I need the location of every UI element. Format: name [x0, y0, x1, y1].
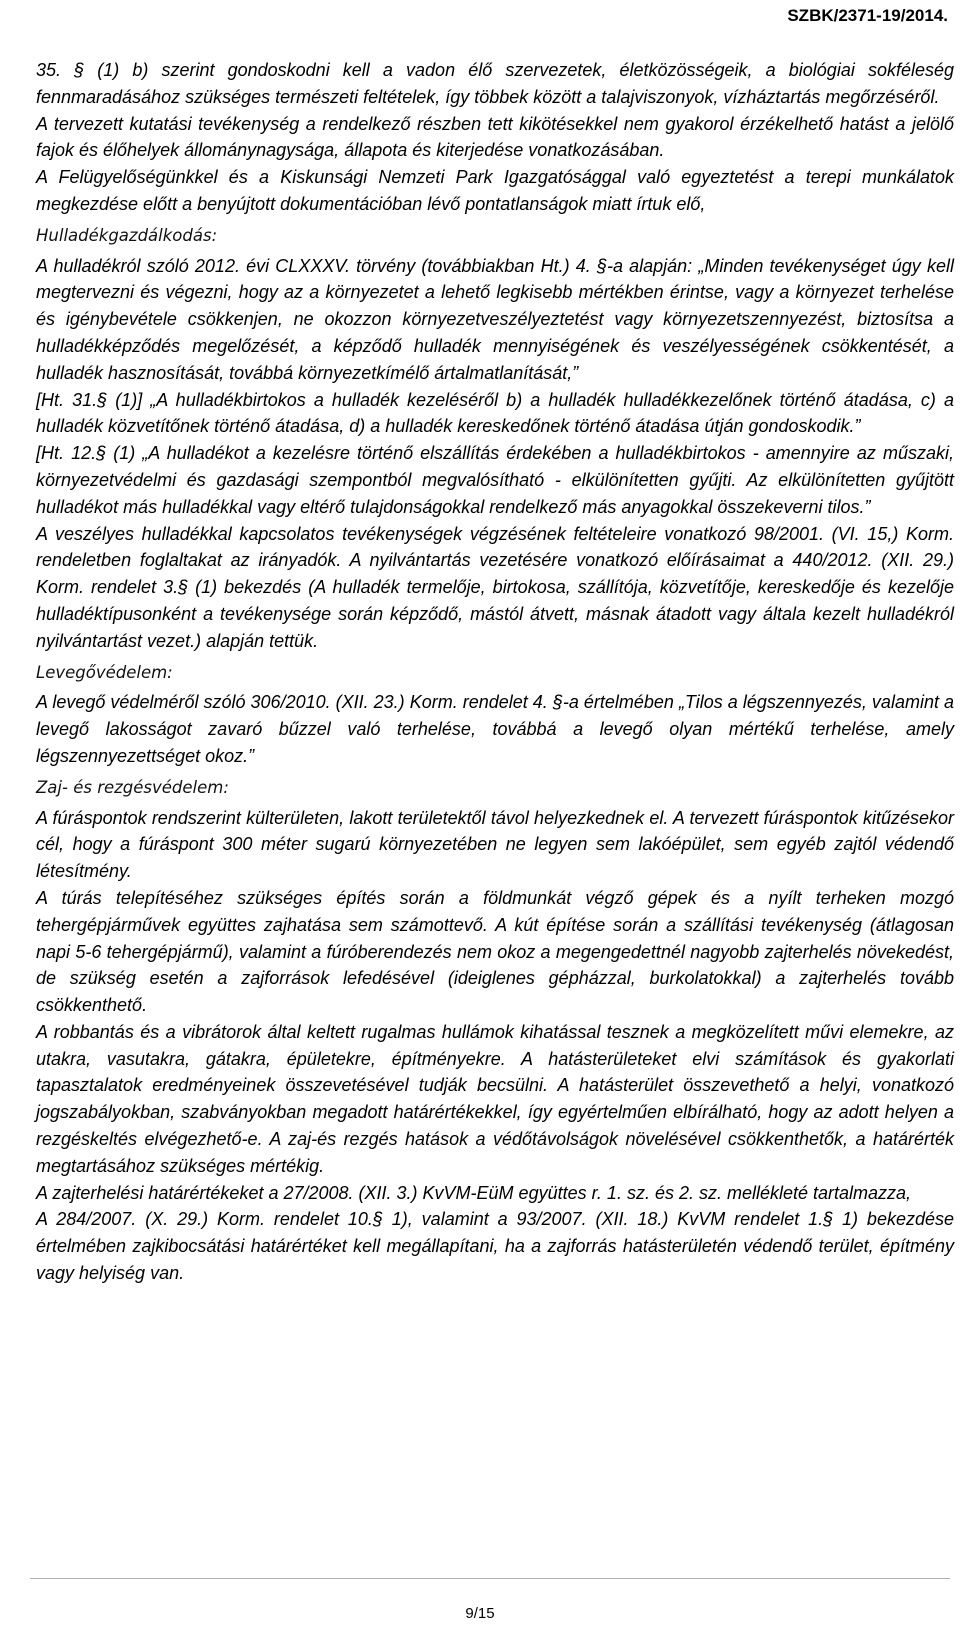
- paragraph-hazardous-waste: A veszélyes hulladékkal kapcsolatos tevékenységek végzésének feltételeire vonatkozó 98/2001. (VI. 15,) Korm. rendeletben foglaltakat az irányadók. A nyilvántartás vezetésére vonatkozó előírásaimat a 440/2012. (XII. 29.) Korm. rendelet 3.§ (1) bekezdés (A hulladék termelője, birtokosa, szállítója, közvetítője, kereskedője és kezelője hulladéktípusonként a tevékenysége során képződő, mástól átvett, másnak átadott vagy általa kezelt hulladékról nyilvántartást vezet.) alapján tettük.: [36, 523, 954, 651]
- heading-waste-management: Hulladékgazdálkodás:: [36, 225, 218, 245]
- paragraph-research-impact: A tervezett kutatási tevékenység a rendelkező részben tett kikötésekkel nem gyakorol érzékelhető hatást a jelölő fajok és élőhelyek állománynagysága, állapota és kiterjedése vonatkozásában.: [36, 113, 954, 161]
- heading-air-protection: Levegővédelem:: [36, 662, 173, 682]
- paragraph-ht-31: [Ht. 31.§ (1)] „A hulladékbirtokos a hulladék kezeléséről b) a hulladék hulladékkezelőnek történő átadása, c) a hulladék közvetítőnek történő átadása, d) a hulladék kereskedőnek történő átadása útján gondoskodik.”: [36, 389, 954, 437]
- paragraph-air-regulation: A levegő védelméről szóló 306/2010. (XII. 23.) Korm. rendelet 4. §-a értelmében „Tilos a légszennyezés, valamint a levegő lakosságot zavaró bűzzel való terhelése, továbbá a levegő olyan mértékű terhelése, amely légszennyezettséget okoz.”: [36, 692, 954, 766]
- paragraph-35-section: 35. § (1) b) szerint gondoskodni kell a vadon élő szervezetek, életközösségeik, a biológiai sokféleség fennmaradásához szükséges természeti feltételek, így többek között a talajviszonyok, vízháztartás megőrzéséről.: [36, 60, 954, 107]
- heading-noise-vibration: Zaj- és rezgésvédelem:: [36, 777, 229, 797]
- page-number: 9/15: [465, 1605, 495, 1622]
- paragraph-drilling-points: A fúráspontok rendszerint külterületen, lakott területektől távol helyezkednek el. A tervezett fúráspontok kitűzésekor cél, hogy a fúráspont 300 méter sugarú környezetében ne legyen sem lakóépület, sem egyéb zajtól védendő létesítmény.: [36, 807, 954, 882]
- paragraph-emission-limits: A 284/2007. (X. 29.) Korm. rendelet 10.§ 1), valamint a 93/2007. (XII. 18.) KvVM rendelet 1.§ 1) bekezdése értelmében zajkibocsátási határértéket kell megállapítani, ha a zajforrás hatásterületén védendő terület, építmény vagy helyiség van.: [36, 1209, 954, 1284]
- paragraph-blasting-vibration: A robbantás és a vibrátorok által keltett rugalmas hullámok kihatással tesznek a megközelített művi elemekre, az utakra, vasutakra, gátakra, épületekre, építményekre. A hatásterületeket elvi számítások és gyakorlati tapasztalatok eredményeinek összevetésével tudják becsülni. A hatásterület összevethető a helyi, vonatkozó jogszabályokban, szabványokban megadott határértékekkel, így egyértelműen elbírálható, hogy az adott helyen a rezgéskeltés elvégezhető-e. A zaj-és rezgés hatások a védőtávolságok növelésével csökkenthetők, a határérték megtartásához szükséges mértékig.: [36, 1021, 954, 1176]
- paragraph-coordination: A Felügyelőségünkkel és a Kiskunsági Nemzeti Park Igazgatósággal való egyeztetést a terepi munkálatok megkezdése előtt a benyújtott dokumentációban lévő pontatlanságok miatt írtuk elő,: [36, 167, 954, 214]
- paragraph-construction-noise: A túrás telepítéséhez szükséges építés során a földmunkát végző gépek és a nyílt terheken mozgó tehergépjárművek együttes zajhatása sem számottevő. A kút építése során a szállítási tevékenység (átlagosan napi 5-6 tehergépjármű), valamint a fúróberendezés nem okoz a megengedettnél nagyobb zajterhelés növekedést, de szükség esetén a zajforrások lefedésével (ideiglenes gépházzal, burkolatokkal) a zajterhelés tovább csökkenthető.: [36, 887, 954, 1016]
- document-body: [36, 57, 954, 1287]
- footer-divider: [30, 1578, 950, 1579]
- paragraph-ht-12: [Ht. 12.§ (1) „A hulladékot a kezelésre történő elszállítás érdekében a hulladékbirtokos - amennyire az műszaki, környezetvédelmi és gazdasági szempontból megvalósítható - elkülönítetten gyűjti. Az elkülönítetten gyűjtött hulladékot más hulladékkal vagy eltérő tulajdonságokkal rendelkező más anyagokkal összekeverni tilos.”: [36, 443, 954, 517]
- paragraph-waste-law: A hulladékról szóló 2012. évi CLXXXV. törvény (továbbiakban Ht.) 4. §-a alapján: „Minden tevékenységet úgy kell megtervezni és végezni, hogy az a környezetet a lehető legkisebb mértékben érintse, vagy a környezet terhelése és igénybevétele csökkenjen, ne okozzon környezetveszélyeztetést vagy környezetszennyezést, biztosítsa a hulladékképződés megelőzését, a képződő hulladék mennyiségének és veszélyességének csökkentését, a hulladék hasznosítását, továbbá környezetkímélő ártalmatlanítását,”: [36, 255, 954, 383]
- document-code: SZBK/2371-19/2014.: [787, 6, 948, 25]
- paragraph-noise-limits: A zajterhelési határértékeket a 27/2008. (XII. 3.) KvVM-EüM együttes r. 1. sz. és 2. sz. mellékleté tartalmazza,: [36, 1182, 912, 1203]
